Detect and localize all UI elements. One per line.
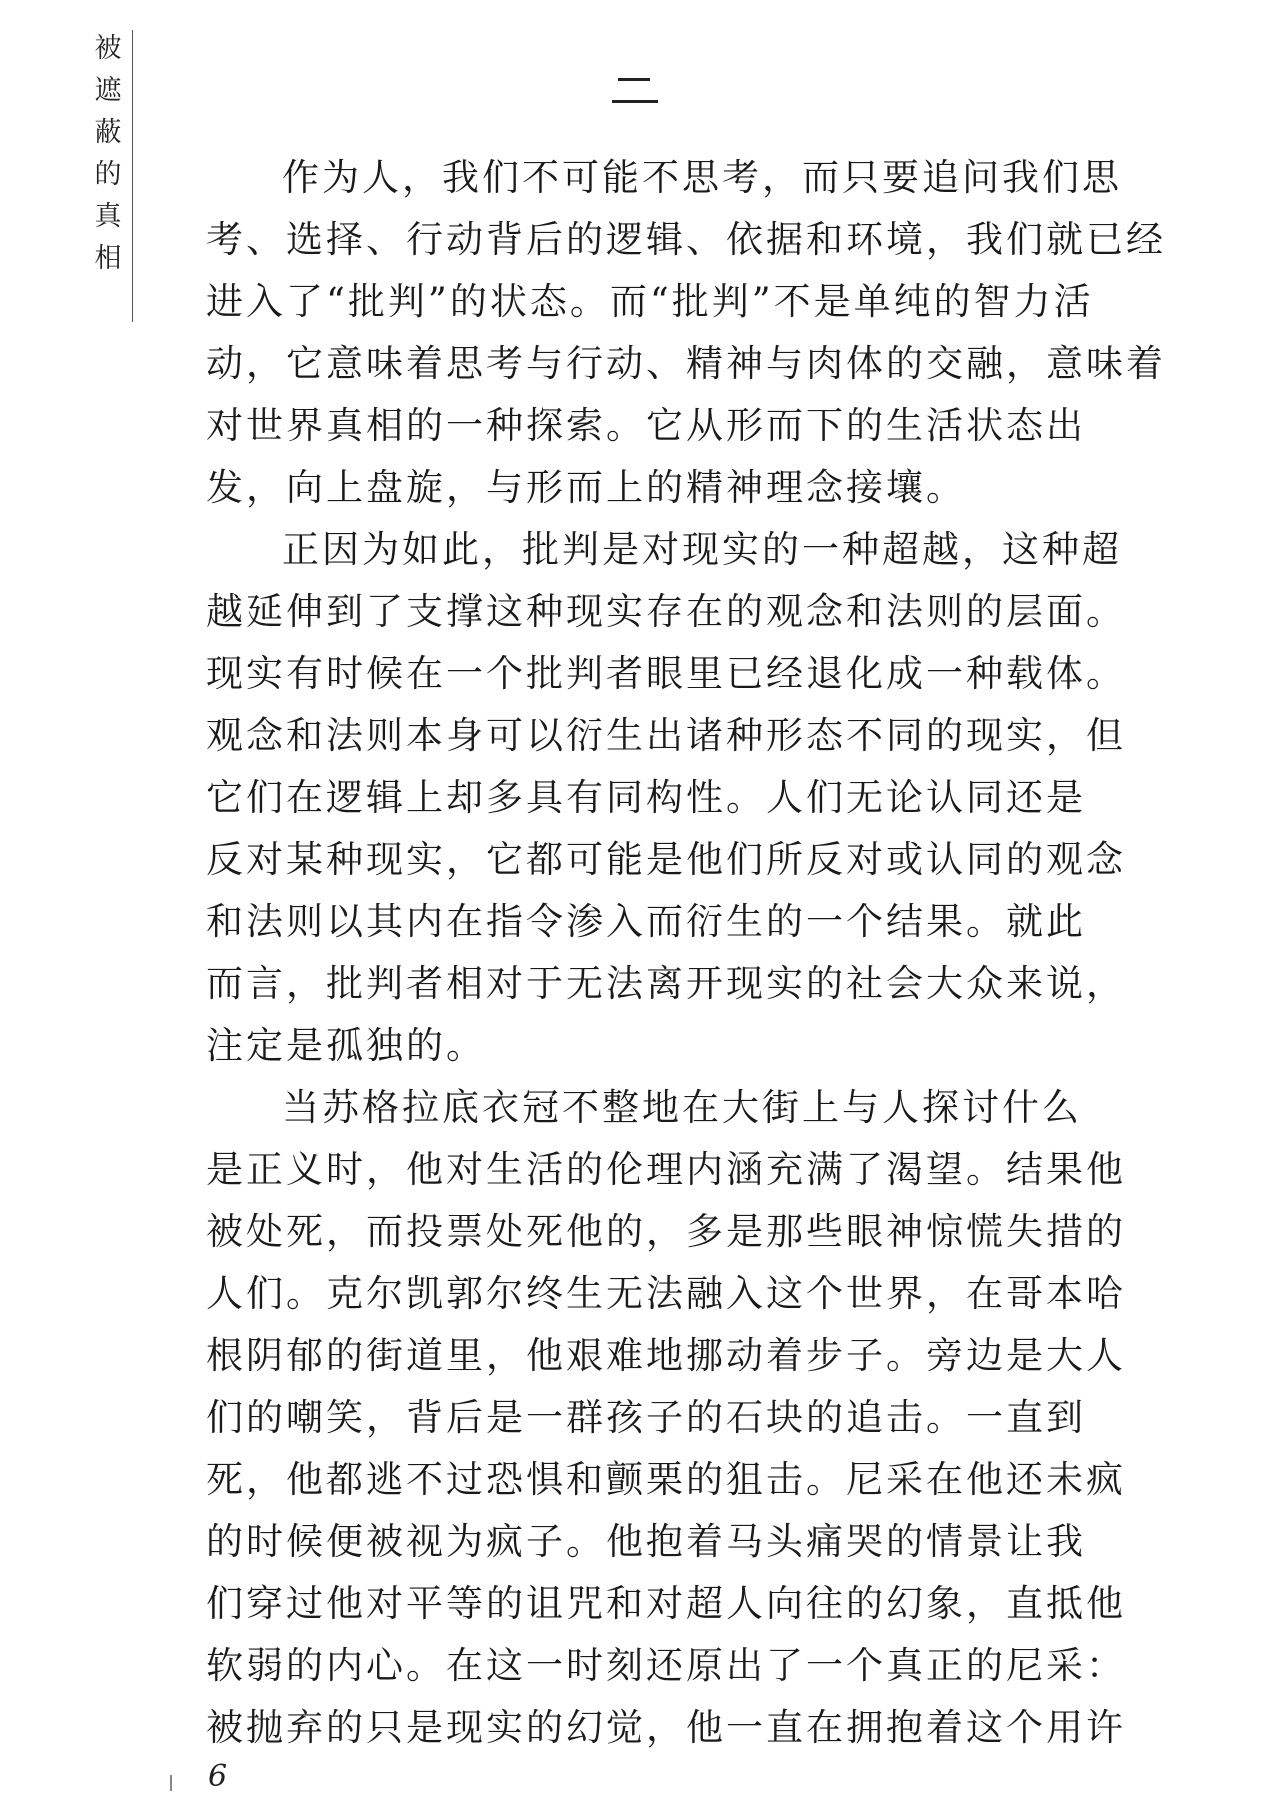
running-header-char: 真 bbox=[94, 201, 122, 232]
text-line: 它们在逻辑上却多具有同构性。人们无论认同还是 bbox=[206, 776, 1086, 819]
text-line: 观念和法则本身可以衍生出诸种形态不同的现实，但 bbox=[206, 714, 1126, 757]
text-line: 进入了“批判”的状态。而“批判”不是单纯的智力活 bbox=[206, 280, 1094, 323]
chapter-numeral-stroke bbox=[612, 100, 658, 103]
text-line: 人们。克尔凯郭尔终生无法融入这个世界，在哥本哈 bbox=[206, 1272, 1126, 1315]
text-line: 和法则以其内在指令渗入而衍生的一个结果。就此 bbox=[206, 900, 1086, 943]
text-line: 考、选择、行动背后的逻辑、依据和环境，我们就已经 bbox=[206, 218, 1166, 261]
text-line: 越延伸到了支撑这种现实存在的观念和法则的层面。 bbox=[206, 590, 1126, 633]
text-line: 而言，批判者相对于无法离开现实的社会大众来说， bbox=[206, 962, 1126, 1005]
running-header-char: 的 bbox=[94, 159, 122, 190]
running-header-char: 被 bbox=[94, 33, 122, 64]
page-number: 6 bbox=[208, 1759, 228, 1794]
text-line: 现实有时候在一个批判者眼里已经退化成一种载体。 bbox=[206, 652, 1126, 695]
text-line: 动，它意味着思考与行动、精神与肉体的交融，意味着 bbox=[206, 342, 1166, 385]
chapter-numeral-stroke bbox=[618, 78, 650, 81]
text-line: 发，向上盘旋，与形而上的精神理念接壤。 bbox=[206, 466, 966, 509]
text-line: 根阴郁的街道里，他艰难地挪动着步子。旁边是大人 bbox=[206, 1334, 1126, 1377]
text-line: 的时候便被视为疯子。他抱着马头痛哭的情景让我 bbox=[206, 1520, 1086, 1563]
running-header-char: 遮 bbox=[94, 75, 122, 106]
running-header-char: 相 bbox=[94, 243, 122, 274]
text-line: 作为人，我们不可能不思考，而只要追问我们思 bbox=[282, 156, 1122, 199]
text-line: 软弱的内心。在这一时刻还原出了一个真正的尼采： bbox=[206, 1644, 1126, 1687]
text-line: 死，他都逃不过恐惧和颤栗的狙击。尼采在他还未疯 bbox=[206, 1458, 1126, 1501]
chapter-numeral bbox=[612, 70, 660, 110]
scan-mark bbox=[170, 1775, 172, 1791]
running-header-char: 蔽 bbox=[94, 117, 122, 148]
text-line: 注定是孤独的。 bbox=[206, 1024, 486, 1067]
text-line: 当苏格拉底衣冠不整地在大街上与人探讨什么 bbox=[282, 1086, 1082, 1129]
text-line: 被抛弃的只是现实的幻觉，他一直在拥抱着这个用许 bbox=[206, 1706, 1126, 1749]
text-line: 反对某种现实，它都可能是他们所反对或认同的观念 bbox=[206, 838, 1126, 881]
text-line: 们穿过他对平等的诅咒和对超人向往的幻象，直抵他 bbox=[206, 1582, 1126, 1625]
text-line: 正因为如此，批判是对现实的一种超越，这种超 bbox=[282, 528, 1122, 571]
text-line: 对世界真相的一种探索。它从形而下的生活状态出 bbox=[206, 404, 1086, 447]
body-text bbox=[206, 147, 1166, 1759]
text-line: 们的嘲笑，背后是一群孩子的石块的追击。一直到 bbox=[206, 1396, 1086, 1439]
text-line: 是正义时，他对生活的伦理内涵充满了渴望。结果他 bbox=[206, 1148, 1126, 1191]
header-divider-rule bbox=[132, 30, 133, 322]
running-header bbox=[88, 28, 128, 280]
text-line: 被处死，而投票处死他的，多是那些眼神惊慌失措的 bbox=[206, 1210, 1126, 1253]
